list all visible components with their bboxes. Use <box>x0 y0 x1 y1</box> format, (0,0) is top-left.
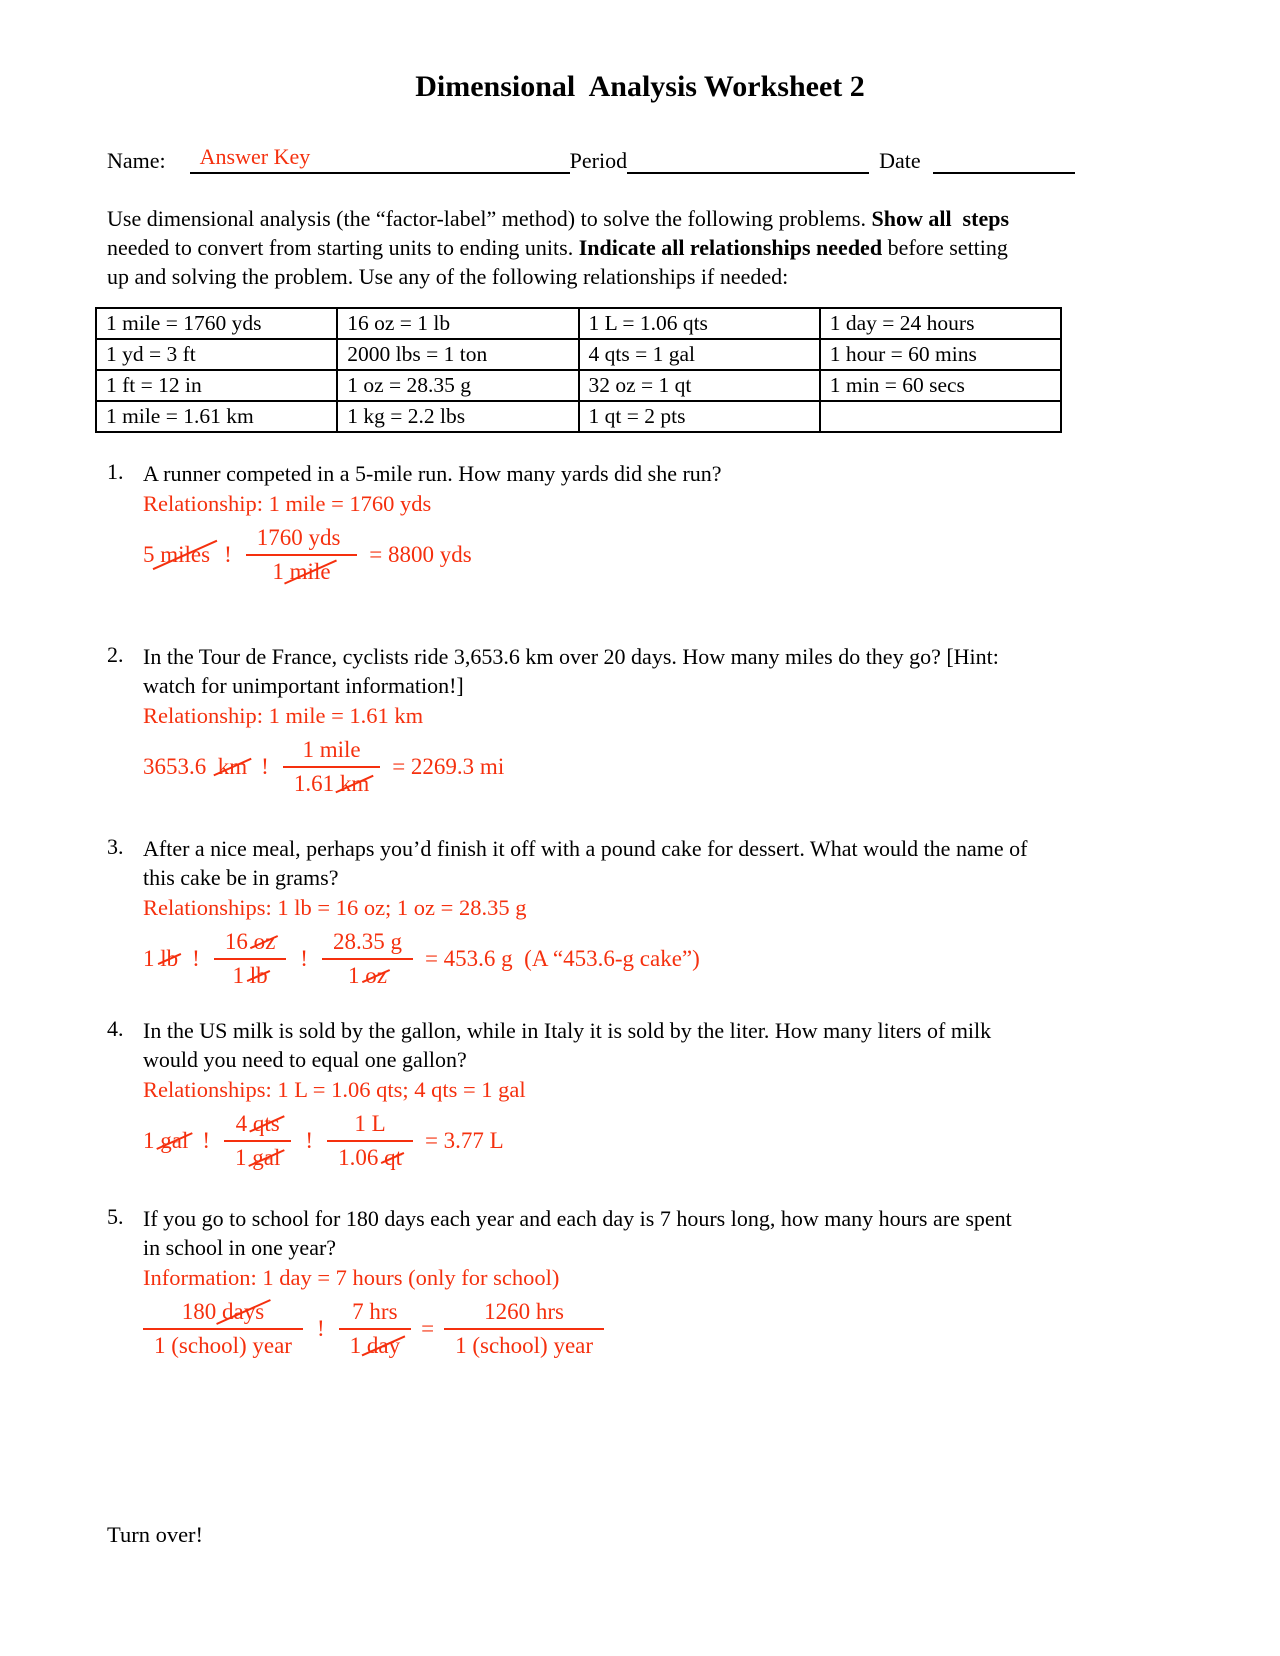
strikethrough-unit: lb <box>160 946 179 971</box>
instructions-line-2: needed to convert from starting units to ending units. Indicate all relationships needed before setting <box>107 235 1008 260</box>
problem-2-work: 3653.6 km ! $\frac{\text{1 mile}}{1.61 km}$ = 2269.3 mi <box>143 737 505 796</box>
name-label: Name: <box>107 148 166 173</box>
problem-3-relationships: Relationships: 1 lb = 16 oz; 1 oz = 28.35 g <box>143 895 527 920</box>
problems-list <box>107 459 1185 1360</box>
answer-value: = 3.77 L <box>424 1128 504 1153</box>
table-cell: 1 mile = 1.61 km <box>96 401 337 432</box>
problem-1 <box>107 459 1185 586</box>
problem-3 <box>107 834 1185 990</box>
table-cell: 1 kg = 2.2 lbs <box>337 401 578 432</box>
strikethrough-unit: days <box>222 1299 265 1324</box>
table-cell: 1 qt = 2 pts <box>579 401 820 432</box>
table-cell <box>820 401 1061 432</box>
table-cell: 1 L = 1.06 qts <box>579 308 820 339</box>
answer-value: = 2269.3 mi <box>392 754 505 779</box>
problem-number: 4. <box>107 1016 124 1041</box>
problem-3-work: 1 lb ! $\frac{16 oz}{1 lb}$ ! $\frac{28.35 g}{1 oz}$ = 453.6 g (A “453.6-g cake”) <box>143 929 700 988</box>
fraction: $\frac{\text{1260 hrs}}{\text{1 (school) year}}$ <box>444 1298 604 1360</box>
problem-1-question: 1. A runner competed in a 5-mile run. How many yards did she run? <box>107 459 722 486</box>
strikethrough-unit: mile <box>289 559 331 584</box>
problem-2-relationship: Relationship: 1 mile = 1.61 km <box>143 703 424 728</box>
table-cell: 1 mile = 1760 yds <box>96 308 337 339</box>
problem-3-question: 3. After a nice meal, perhaps you’d finish it off with a pound cake for dessert. What would the name of this cake be in grams? <box>107 834 1028 890</box>
answer-value: = 8800 yds <box>369 542 472 567</box>
answer-value: = 453.6 g (A “453.6-g cake”) <box>424 946 700 971</box>
problem-number: 5. <box>107 1204 124 1229</box>
multiply-symbol: ! <box>261 754 269 779</box>
fraction: $\frac{\text{4 qts}}{\text{1 gal}}$ <box>224 1110 291 1172</box>
fraction: $\frac{1 L}{1.06 qt}$ <box>327 1110 413 1172</box>
problem-number: 2. <box>107 642 124 667</box>
multiply-symbol: ! <box>316 1316 325 1341</box>
equals-symbol: = <box>421 1316 435 1341</box>
table-row <box>96 370 1061 401</box>
table-cell: 1 hour = 60 mins <box>820 339 1061 370</box>
multiply-symbol: ! <box>202 1128 211 1153</box>
conversion-table <box>95 307 1062 433</box>
problem-number: 3. <box>107 834 124 859</box>
problem-1-work: 5 miles ! $\frac{\text{1760 yds}}{\text{1 mile}}$ = 8800 yds <box>143 525 472 584</box>
strikethrough-unit: qt <box>384 1145 402 1170</box>
multiply-symbol: ! <box>305 1128 314 1153</box>
table-cell: 1 oz = 28.35 g <box>337 370 578 401</box>
strikethrough-unit: km <box>217 754 248 779</box>
table-cell: 1 day = 24 hours <box>820 308 1061 339</box>
period-blank-line <box>627 144 869 174</box>
strikethrough-unit: km <box>339 771 370 796</box>
turn-over-note: Turn over! <box>107 1522 204 1547</box>
fraction: $\frac{\text{1 mile}}{1.61 km}$ <box>283 736 380 798</box>
strikethrough-unit: lb <box>249 963 268 988</box>
table-row <box>96 401 1061 432</box>
table-cell: 1 min = 60 secs <box>820 370 1061 401</box>
fraction: $\frac{\text{1760 yds}}{\text{1 mile}}$ <box>246 524 357 586</box>
multiply-symbol: ! <box>224 542 232 567</box>
problem-5-information: Information: 1 day = 7 hours (only for school) <box>143 1265 560 1290</box>
strikethrough-unit: oz <box>253 929 276 954</box>
instructions-line-1: Use dimensional analysis (the “factor-label” method) to solve the following problems. Show all steps <box>107 206 1010 231</box>
strikethrough-unit: qts <box>252 1111 280 1136</box>
strikethrough-unit: day <box>366 1333 401 1358</box>
date-label: Date <box>879 148 921 173</box>
problem-5 <box>107 1204 1185 1360</box>
name-answer-value: Answer Key <box>190 144 570 174</box>
instructions-paragraph <box>107 204 1185 291</box>
table-cell: 1 ft = 12 in <box>96 370 337 401</box>
problem-4-question: 4. In the US milk is sold by the gallon, while in Italy it is sold by the liter. How many liters of milk would you need to equal one gallon? <box>107 1016 992 1072</box>
table-cell: 2000 lbs = 1 ton <box>337 339 578 370</box>
problem-2-question: 2. In the Tour de France, cyclists ride 3,653.6 km over 20 days. How many miles do they go? [Hint: watch for unimportant information!] <box>107 642 999 698</box>
problem-4 <box>107 1016 1185 1172</box>
strikethrough-unit: oz <box>365 963 387 988</box>
problem-5-work <box>143 1298 1185 1360</box>
problem-5-question: 5. If you go to school for 180 days each year and each day is 7 hours long, how many hours are spent in school in one year? <box>107 1204 1012 1260</box>
table-cell: 16 oz = 1 lb <box>337 308 578 339</box>
instructions-line-3: up and solving the problem. Use any of the following relationships if needed: <box>107 264 789 289</box>
strikethrough-unit: gal <box>160 1128 189 1153</box>
period-label: Period <box>569 148 628 173</box>
problem-2 <box>107 642 1185 798</box>
strikethrough-unit: gal <box>252 1145 281 1170</box>
strikethrough-unit: miles <box>160 542 211 567</box>
table-cell: 32 oz = 1 qt <box>579 370 820 401</box>
page-title: Dimensional Analysis Worksheet 2 <box>415 70 865 103</box>
table-cell: 4 qts = 1 gal <box>579 339 820 370</box>
problem-4-work: 1 gal ! $\frac{\text{4 qts}}{\text{1 gal}}$ ! $\frac{1 L}{1.06 qt}$ = 3.77 L <box>143 1111 504 1170</box>
problem-number: 1. <box>107 459 124 484</box>
problem-4-relationships: Relationships: 1 L = 1.06 qts; 4 qts = 1 gal <box>143 1077 526 1102</box>
date-blank-line <box>933 144 1075 174</box>
table-row <box>96 339 1061 370</box>
fraction: $\frac{\text{7 hrs}}{\text{1 day}}$ <box>339 1298 411 1360</box>
table-row <box>96 308 1061 339</box>
problem-1-relationship: Relationship: 1 mile = 1760 yds <box>143 491 432 516</box>
multiply-symbol: ! <box>192 946 200 971</box>
fraction: $\frac{\text{180 days}}{\text{1 (school) year}}$ <box>143 1298 303 1360</box>
name-period-date-row <box>107 144 1180 174</box>
fraction: $\frac{16 oz}{1 lb}$ <box>214 928 286 990</box>
table-cell: 1 yd = 3 ft <box>96 339 337 370</box>
fraction: $\frac{28.35 g}{1 oz}$ <box>322 928 413 990</box>
multiply-symbol: ! <box>300 946 308 971</box>
